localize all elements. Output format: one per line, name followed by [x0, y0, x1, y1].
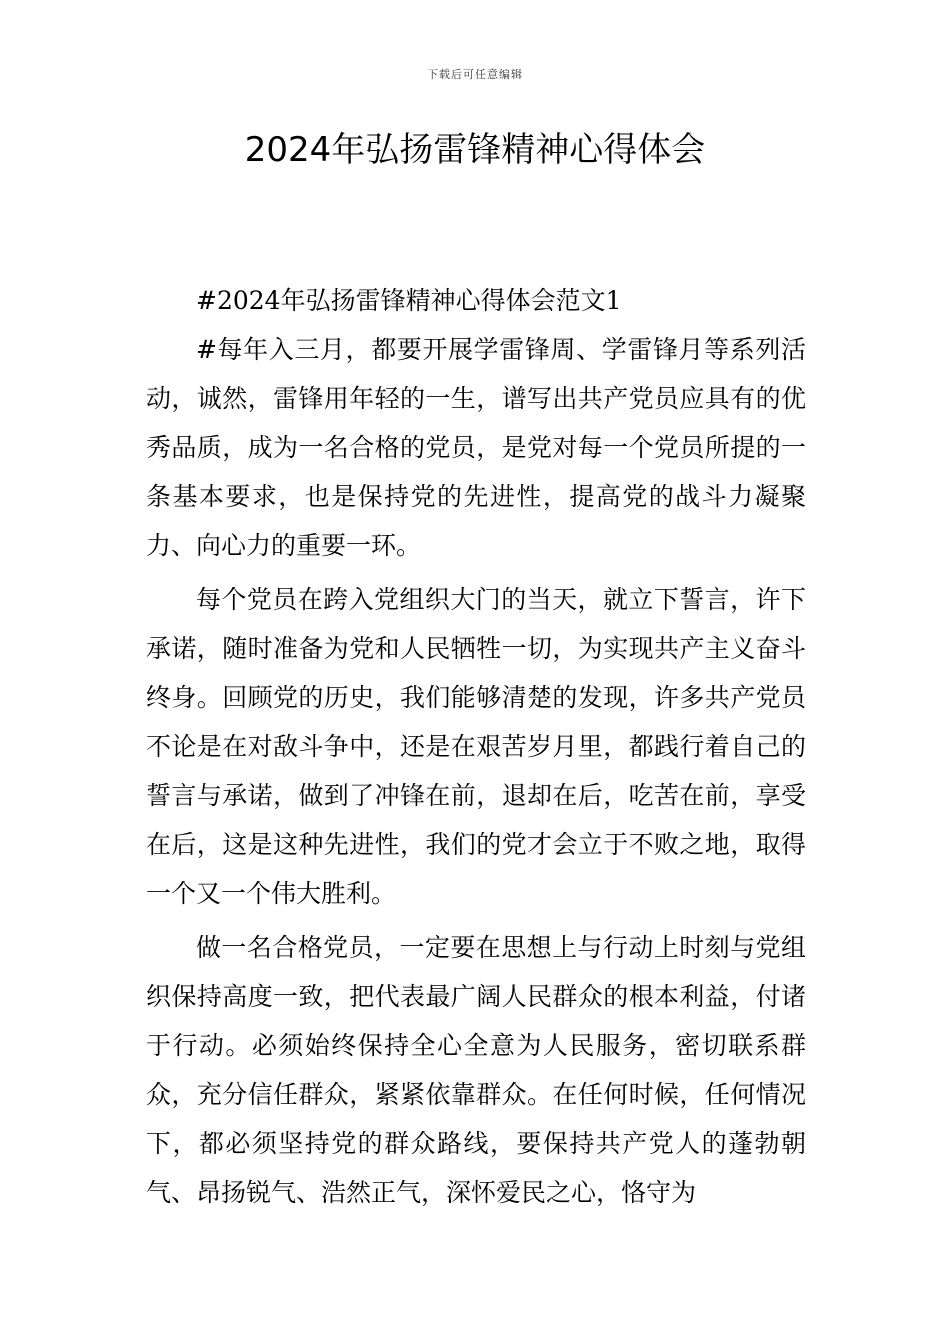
paragraph-2: 每个党员在跨入党组织大门的当天，就立下誓言，许下承诺，随时准备为党和人民牺牲一切，为实现共产主义奋斗终身。回顾党的历史，我们能够清楚的发现，许多共产党员不论是在对敌斗争中，还是在艰苦岁月里，都践行着自己的誓言与承诺，做到了冲锋在前，退却在后，吃苦在前，享受在后，这是这种先进性，我们的党才会立于不败之地，取得一个又一个伟大胜利。 — [146, 585, 806, 908]
paragraph-1: #每年入三月，都要开展学雷锋周、学雷锋月等系列活动，诚然，雷锋用年轻的一生，谱写出共产党员应具有的优秀品质，成为一名合格的党员，是党对每一个党员所提的一条基本要求，也是保持党的先进性，提高党的战斗力凝聚力、向心力的重要一环。 — [146, 335, 806, 560]
document-title: 2024年弘扬雷锋精神心得体会 — [244, 130, 706, 170]
paragraph-3: 做一名合格党员，一定要在思想上与行动上时刻与党组织保持高度一致，把代表最广阔人民群众的根本利益，付诸于行动。必须始终保持全心全意为人民服务，密切联系群众，充分信任群众，紧紧依靠群众。在任何时候，任何情况下，都必须坚持党的群众路线，要保持共产党人的蓬勃朝气、昂扬锐气、浩然正气，深怀爱民之心，恪守为 — [146, 933, 806, 1207]
document-body — [146, 276, 806, 1217]
paragraph-heading: #2024年弘扬雷锋精神心得体会范文1 — [196, 286, 622, 315]
header-note: 下载后可任意编辑 — [427, 68, 523, 81]
